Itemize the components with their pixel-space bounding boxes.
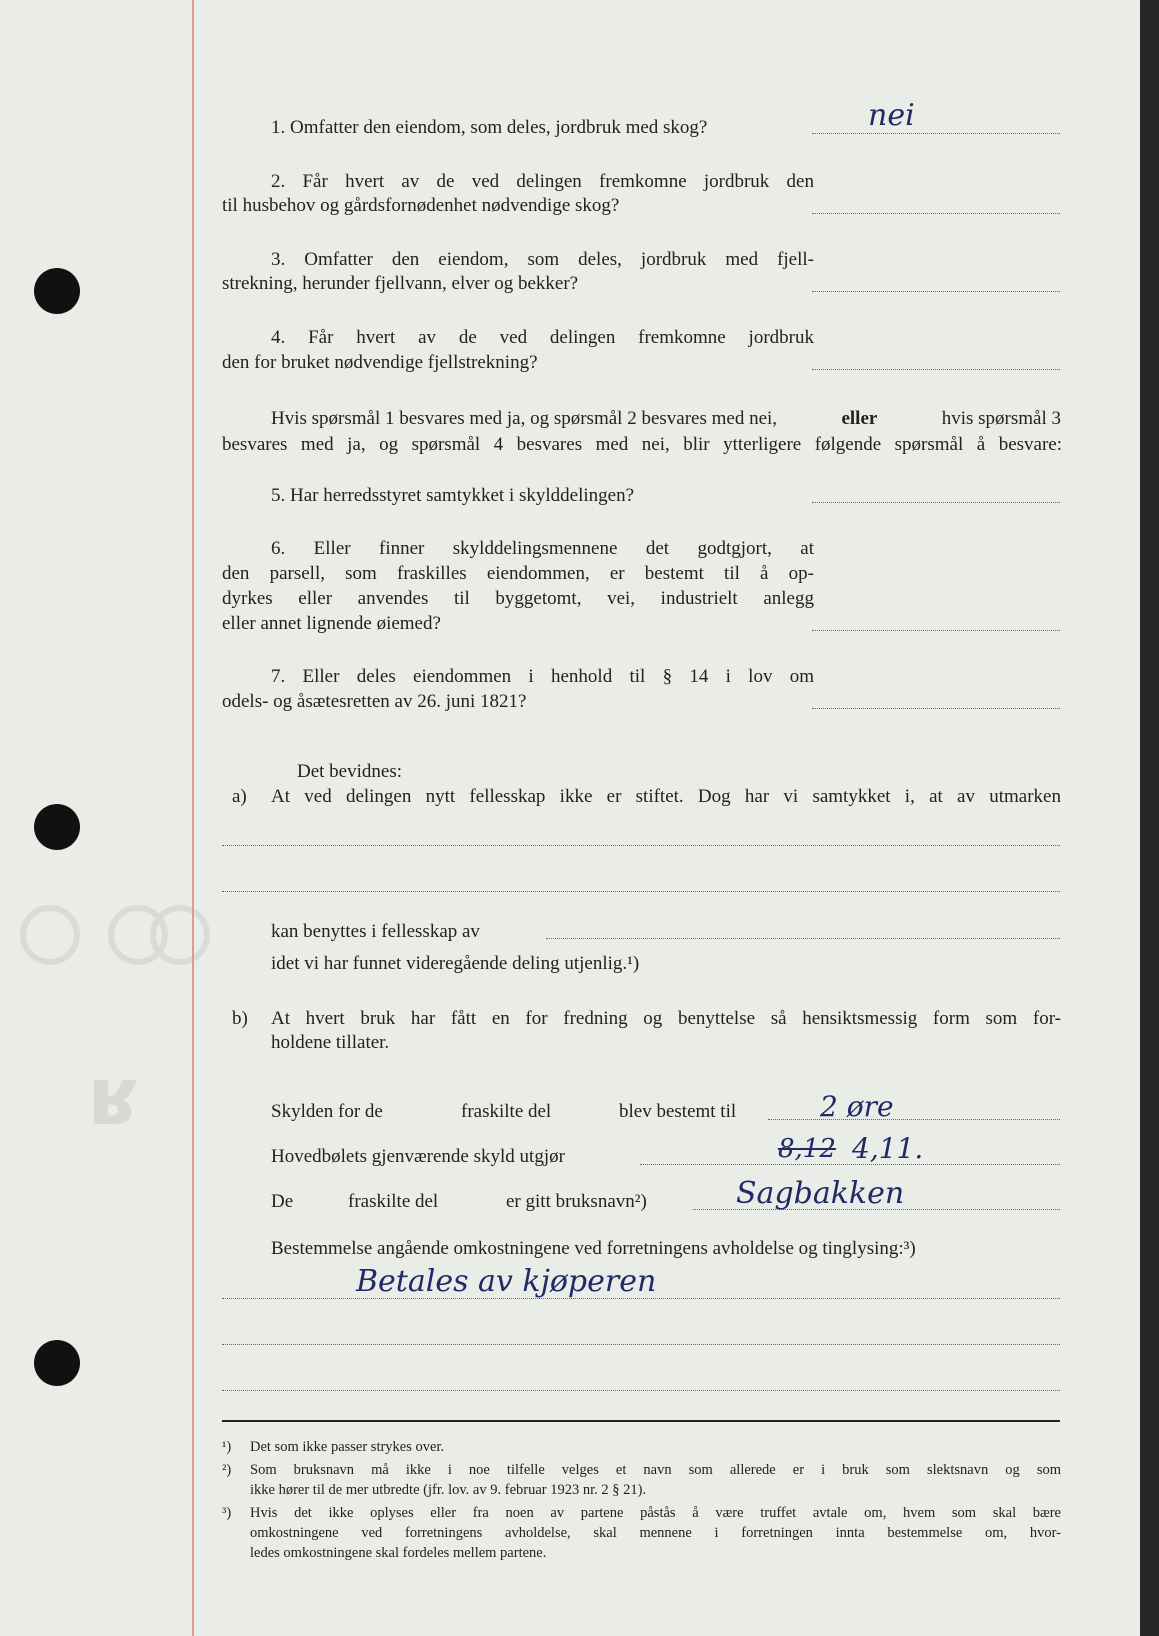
question-6-line-2: den parsell, som fraskilles eiendommen, er bestemt til å op- bbox=[222, 563, 814, 584]
footnote-2-line-2: ikke hører til de mer utbredte (jfr. lov. av 9. februar 1923 nr. 2 § 21). bbox=[250, 1482, 647, 1498]
question-6-line-3: dyrkes eller anvendes til byggetomt, vei, industrielt anlegg bbox=[222, 588, 814, 609]
name-label-2: fraskilte del bbox=[348, 1191, 439, 1212]
skyld-label-1: Skylden for de bbox=[271, 1101, 383, 1122]
bleed-through-circle bbox=[20, 905, 80, 965]
question-7-line-1: 7. Eller deles eiendommen i henhold til § 14 i lov om bbox=[271, 666, 814, 687]
answer-line-2 bbox=[812, 213, 1060, 214]
shared-use-line bbox=[546, 938, 1060, 939]
main-skyld-line bbox=[640, 1164, 1060, 1165]
answer-line-3 bbox=[812, 291, 1060, 292]
conditional-line-2: besvares med ja, og spørsmål 4 besvares med nei, blir ytterligere følgende spørsmål å besvare: bbox=[222, 434, 1062, 455]
attest-a-label: a) bbox=[232, 786, 247, 807]
answer-line-4 bbox=[812, 369, 1060, 370]
name-label-3: er gitt bruksnavn²) bbox=[506, 1191, 647, 1212]
conditional-text-a: Hvis spørsmål 1 besvares med ja, og spørsmål 2 besvares med nei, bbox=[271, 408, 778, 429]
shared-use-label: kan benyttes i fellesskap av bbox=[271, 921, 480, 942]
attest-a-line-1 bbox=[222, 845, 1060, 846]
question-3-line-1: 3. Omfatter den eiendom, som deles, jordbruk med fjell- bbox=[271, 249, 814, 270]
punch-hole bbox=[34, 268, 80, 314]
conditional-text-b: hvis spørsmål 3 bbox=[941, 408, 1061, 429]
attest-heading: Det bevidnes: bbox=[297, 761, 403, 782]
costs-value: Betales av kjøperen bbox=[356, 1264, 657, 1299]
question-4-line-2: den for bruket nødvendige fjellstrekning? bbox=[222, 352, 538, 373]
conditional-line-1 bbox=[271, 408, 1061, 430]
footnote-1-mark: ¹) bbox=[222, 1439, 232, 1455]
question-3-line-2: strekning, herunder fjellvann, elver og bekker? bbox=[222, 273, 579, 294]
answer-line-5 bbox=[812, 502, 1060, 503]
footnote-3-line-3: ledes omkostningene skal fordeles mellem partene. bbox=[250, 1545, 547, 1561]
skyld-label-2: fraskilte del bbox=[461, 1101, 552, 1122]
attest-b-line-2: holdene tillater. bbox=[271, 1032, 390, 1053]
question-7-line-2: odels- og åsætesretten av 26. juni 1821? bbox=[222, 691, 527, 712]
costs-label: Bestemmelse angående omkostningene ved forretningens avholdelse og tinglysing:³) bbox=[271, 1238, 916, 1259]
attest-a-line-2 bbox=[222, 891, 1060, 892]
question-2-line-2: til husbehov og gårdsfornødenhet nødvendige skog? bbox=[222, 195, 620, 216]
name-label-1: De bbox=[271, 1191, 294, 1212]
footnote-3-line-2: omkostningene ved forretningens avholdelse, skal mennene i forretningen innta bestemmelse om, hvor- bbox=[250, 1525, 1061, 1541]
punch-hole bbox=[34, 1340, 80, 1386]
footnote-1: Det som ikke passer strykes over. bbox=[250, 1439, 445, 1455]
question-6-line-1: 6. Eller finner skylddelingsmennene det godtgjort, at bbox=[271, 538, 814, 559]
page-edge bbox=[1140, 0, 1159, 1636]
skyld-line bbox=[768, 1119, 1060, 1120]
question-2-line-1: 2. Får hvert av de ved delingen fremkomne jordbruk den bbox=[271, 171, 814, 192]
attest-a-text: At ved delingen nytt fellesskap ikke er stiftet. Dog har vi samtykket i, at av utmarken bbox=[271, 786, 1061, 807]
footnote-3-mark: ³) bbox=[222, 1505, 232, 1521]
answer-line-7 bbox=[812, 708, 1060, 709]
footnote-3-line-1: Hvis det ikke oplyses eller fra noen av partene påstås å være truffet avtale om, hvem som skal bære bbox=[250, 1505, 1061, 1521]
margin-rule bbox=[192, 0, 194, 1636]
main-skyld-struck-value: 8,12 bbox=[778, 1134, 836, 1164]
attest-b-label: b) bbox=[232, 1008, 248, 1029]
costs-line-2 bbox=[222, 1344, 1060, 1345]
found-unnecessary: idet vi har funnet videregående deling utjenlig.¹) bbox=[271, 953, 640, 974]
footnote-divider bbox=[222, 1420, 1060, 1422]
attest-b-line-1: At hvert bruk har fått en for fredning og benyttelse så hensiktsmessig form som for- bbox=[271, 1008, 1061, 1029]
costs-line-1 bbox=[222, 1298, 1060, 1299]
main-skyld-label: Hovedbølets gjenværende skyld utgjør bbox=[271, 1146, 565, 1167]
answer-line-1 bbox=[812, 133, 1060, 134]
bleed-through-circle bbox=[150, 905, 210, 965]
question-1: 1. Omfatter den eiendom, som deles, jordbruk med skog? bbox=[271, 117, 708, 138]
footnote-2-mark: ²) bbox=[222, 1462, 232, 1478]
question-5: 5. Har herredsstyret samtykket i skylddelingen? bbox=[271, 485, 635, 506]
question-6-line-4: eller annet lignende øiemed? bbox=[222, 613, 441, 634]
bruksnavn-value: Sagbakken bbox=[736, 1176, 905, 1211]
bleed-through-mark: ʁ bbox=[90, 1050, 154, 1143]
footnote-2-line-1: Som bruksnavn må ikke i noe tilfelle velges et navn som allerede er i bruk som slektsnavn og som bbox=[250, 1462, 1061, 1478]
answer-1: nei bbox=[868, 98, 915, 133]
answer-line-6 bbox=[812, 630, 1060, 631]
skyld-label-3: blev bestemt til bbox=[619, 1101, 737, 1122]
skyld-value: 2 øre bbox=[820, 1090, 894, 1123]
main-skyld-value: 4,11. bbox=[852, 1132, 924, 1165]
costs-line-3 bbox=[222, 1390, 1060, 1391]
conditional-eller: eller bbox=[841, 408, 878, 429]
punch-hole bbox=[34, 804, 80, 850]
question-4-line-1: 4. Får hvert av de ved delingen fremkomne jordbruk bbox=[271, 327, 814, 348]
